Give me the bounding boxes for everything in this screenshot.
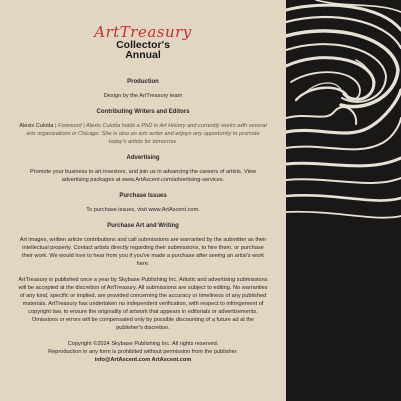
reproduction-line: Reproduction in any form is prohibited without permission from the publisher. xyxy=(48,349,238,355)
dark-panel xyxy=(286,232,401,401)
contributor-bio: | Foreword | Alexis Culotta holds a PhD in Art History and currently works with several arts organizations in Chicago. She is also an arts writer and enjoys any opportunity to promote today's artists for tomorrow. xyxy=(26,123,267,145)
purchase-art-body-1: Art images, written article contributions and call submissions are warranted by the submitter as their intellectual property. Contact artists directly regarding their submissions, to hire them, or purchase their work. We would love to hear from you if you've made a purchase after seeing an artist's work here. xyxy=(19,237,267,267)
logo xyxy=(0,24,286,60)
copyright-line: Copyright ©2024 Skybase Publishing Inc. All rights reserved. xyxy=(67,341,219,347)
production-heading: Production xyxy=(127,79,159,85)
purchase-issues-heading: Purchase Issues xyxy=(119,193,167,199)
contributor-entry xyxy=(18,122,268,146)
advertising-body: Promote your business to art investors, and join us in advancing the careers of artists. View advertising packages at www.ArtAscent.com/advertising-services. xyxy=(30,169,256,183)
purchase-art-body-2: ArtTreasury is published once a year by Skybase Publishing Inc. Artistic and advertising submissions will be accepted at the discretion of ArtTreasury. All submissions are subject to editing. No warranties of any kind, specific or implied, are provided concerning the accuracy or timeliness of any published materials. ArtTreasury has undertaken no independent verification, with respect to infringement of copyright law, to ensure the originality of artwork that appears in editorials or advertisements. Omissions or errors will be compensated only by possible discounting of a future ad at the publisher's discretion. xyxy=(18,277,268,331)
logo-script: ArtTreasury xyxy=(94,23,192,41)
contact-line[interactable]: info@ArtAscent.com ArtAscent.com xyxy=(94,357,192,363)
logo-line-1: Collector's xyxy=(116,39,170,51)
colophon-content xyxy=(18,78,268,364)
purchase-art-heading: Purchase Art and Writing xyxy=(107,223,179,229)
swirl-artwork xyxy=(286,0,401,240)
contributors-heading: Contributing Writers and Editors xyxy=(96,109,190,115)
contributor-name: Alexis Culotta xyxy=(19,123,54,129)
advertising-heading: Advertising xyxy=(126,155,160,161)
logo-line-2: Annual xyxy=(125,49,161,61)
production-body: Design by the ArtTreasury team xyxy=(103,93,183,99)
purchase-issues-body: To purchase issues, visit www.ArtAscent.com. xyxy=(86,207,200,213)
